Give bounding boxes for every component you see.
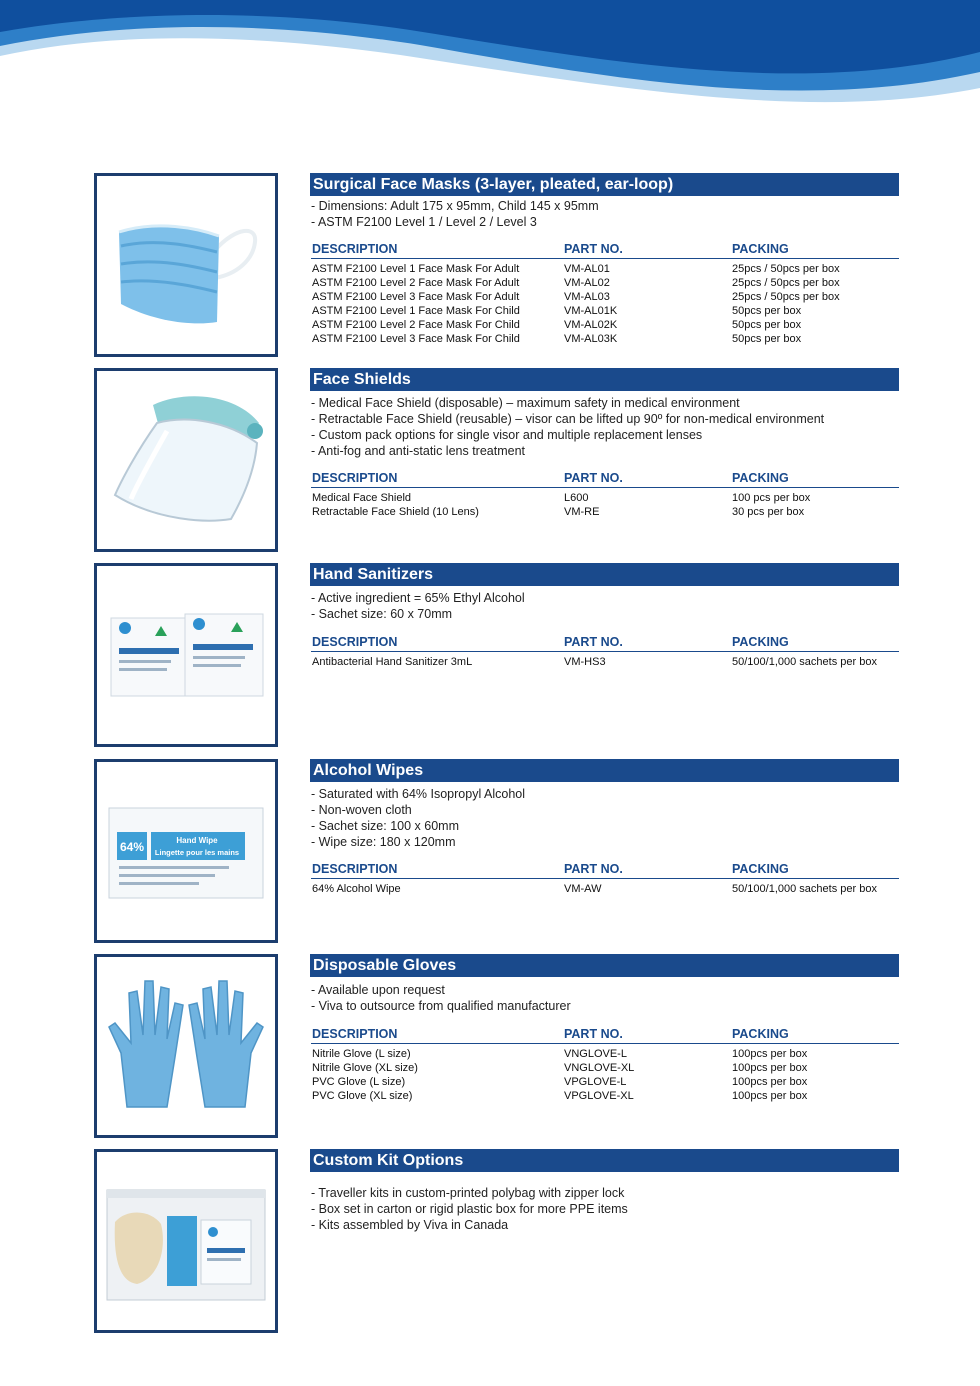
table-row — [311, 304, 899, 318]
header-part-no: PART NO. — [564, 635, 623, 649]
bullet-item: - Anti-fog and anti-static lens treatment — [311, 444, 525, 458]
cell-packing: 50/100/1,000 sachets per box — [732, 883, 877, 895]
bullet-item: - Custom pack options for single visor and multiple replacement lenses — [311, 428, 703, 442]
header-packing: PACKING — [732, 1027, 789, 1041]
table-row — [311, 332, 899, 346]
cell-description: Antibacterial Hand Sanitizer 3mL — [312, 656, 473, 668]
bullet-item: - Sachet size: 100 x 60mm — [311, 819, 459, 833]
product-table — [311, 1027, 899, 1103]
table-row — [311, 262, 899, 276]
table-row — [311, 318, 899, 332]
bullet-list — [311, 395, 891, 459]
section-face-shields — [0, 368, 980, 554]
bullet-list — [311, 198, 891, 230]
section-hand-sanitizers — [0, 563, 980, 749]
bullet-item: - Available upon request — [311, 983, 445, 997]
cell-description: ASTM F2100 Level 2 Face Mask For Child — [312, 319, 520, 331]
cell-packing: 25pcs / 50pcs per box — [732, 291, 840, 303]
header-wave — [0, 0, 980, 140]
wipe-label-2: Lingette pour les mains — [154, 848, 240, 857]
table-header — [311, 1027, 899, 1044]
cell-part-no: L600 — [564, 492, 589, 504]
cell-packing: 50/100/1,000 sachets per box — [732, 656, 877, 668]
cell-part-no: VNGLOVE-XL — [564, 1062, 635, 1074]
kit-polybag-image — [94, 1149, 278, 1333]
bullet-item: - Sachet size: 60 x 70mm — [311, 607, 453, 621]
cell-part-no: VM-AL02 — [564, 277, 610, 289]
section-disposable-gloves — [0, 954, 980, 1140]
bullet-item: - Dimensions: Adult 175 x 95mm, Child 145 x 95mm — [311, 199, 599, 213]
table-row — [311, 1047, 899, 1061]
bullet-list — [311, 786, 891, 850]
bullet-item: - Viva to outsource from qualified manufacturer — [311, 999, 571, 1013]
cell-description: Nitrile Glove (XL size) — [312, 1062, 418, 1074]
cell-packing: 25pcs / 50pcs per box — [732, 277, 840, 289]
table-row — [311, 655, 899, 669]
table-header — [311, 471, 899, 488]
header-part-no: PART NO. — [564, 471, 623, 485]
cell-part-no: VM-AL02K — [564, 319, 618, 331]
section-alcohol-wipes — [0, 759, 980, 945]
header-description: DESCRIPTION — [312, 1027, 398, 1041]
section-surgical-masks — [0, 173, 980, 359]
cell-part-no: VM-AL01 — [564, 263, 610, 275]
product-table — [311, 242, 899, 346]
cell-description: Medical Face Shield — [312, 492, 412, 504]
alcohol-wipe-image — [94, 759, 278, 943]
wipe-percent-text: 64% — [119, 840, 145, 854]
cell-part-no: VM-AW — [564, 883, 602, 895]
header-description: DESCRIPTION — [312, 862, 398, 876]
cell-packing: 100pcs per box — [732, 1048, 808, 1060]
cell-packing: 50pcs per box — [732, 333, 802, 345]
header-packing: PACKING — [732, 242, 789, 256]
bullet-item: - ASTM F2100 Level 1 / Level 2 / Level 3 — [311, 215, 537, 229]
cell-description: Nitrile Glove (L size) — [312, 1048, 411, 1060]
table-row — [311, 1075, 899, 1089]
header-part-no: PART NO. — [564, 862, 623, 876]
bullet-item: - Retractable Face Shield (reusable) – visor can be lifted up 90º for non-medical environment — [311, 412, 825, 426]
section-custom-kits — [0, 1149, 980, 1335]
cell-part-no: VNGLOVE-L — [564, 1048, 627, 1060]
cell-part-no: VPGLOVE-L — [564, 1076, 627, 1088]
table-header — [311, 242, 899, 259]
table-row — [311, 882, 899, 896]
bullet-item: - Traveller kits in custom-printed polybag with zipper lock — [311, 1186, 625, 1200]
bullet-item: - Medical Face Shield (disposable) – maximum safety in medical environment — [311, 396, 740, 410]
cell-part-no: VM-AL01K — [564, 305, 618, 317]
wipe-label-1: Hand Wipe — [176, 836, 218, 845]
bullet-item: - Saturated with 64% Isopropyl Alcohol — [311, 787, 526, 801]
bullet-item: - Active ingredient = 65% Ethyl Alcohol — [311, 591, 525, 605]
table-row — [311, 1061, 899, 1075]
header-packing: PACKING — [732, 862, 789, 876]
cell-description: Retractable Face Shield (10 Lens) — [312, 506, 479, 518]
bullet-list — [311, 1185, 891, 1233]
table-row — [311, 491, 899, 505]
cell-description: ASTM F2100 Level 1 Face Mask For Child — [312, 305, 520, 317]
table-header — [311, 635, 899, 652]
hand-sanitizer-image — [94, 563, 278, 747]
gloves-image — [94, 954, 278, 1138]
bullet-item: - Non-woven cloth — [311, 803, 412, 817]
cell-packing: 25pcs / 50pcs per box — [732, 263, 840, 275]
table-row — [311, 505, 899, 519]
cell-description: ASTM F2100 Level 3 Face Mask For Adult — [312, 291, 520, 303]
header-part-no: PART NO. — [564, 1027, 623, 1041]
section-title: Custom Kit Options — [310, 1149, 899, 1172]
bullet-item: - Wipe size: 180 x 120mm — [311, 835, 456, 849]
cell-part-no: VM-AL03 — [564, 291, 610, 303]
cell-description: ASTM F2100 Level 3 Face Mask For Child — [312, 333, 520, 345]
table-row — [311, 290, 899, 304]
product-table — [311, 635, 899, 669]
bullet-item: - Kits assembled by Viva in Canada — [311, 1218, 509, 1232]
cell-packing: 100pcs per box — [732, 1076, 808, 1088]
surgical-mask-image — [94, 173, 278, 357]
section-title: Surgical Face Masks (3-layer, pleated, ear-loop) — [310, 173, 899, 196]
table-header — [311, 862, 899, 879]
cell-packing: 50pcs per box — [732, 319, 802, 331]
cell-packing: 100pcs per box — [732, 1062, 808, 1074]
cell-packing: 50pcs per box — [732, 305, 802, 317]
cell-description: 64% Alcohol Wipe — [312, 883, 401, 895]
face-shield-image — [94, 368, 278, 552]
product-table — [311, 862, 899, 896]
section-title: Face Shields — [310, 368, 899, 391]
cell-part-no: VM-AL03K — [564, 333, 618, 345]
cell-packing: 30 pcs per box — [732, 506, 805, 518]
cell-part-no: VPGLOVE-XL — [564, 1090, 634, 1102]
cell-packing: 100pcs per box — [732, 1090, 808, 1102]
section-title: Disposable Gloves — [310, 954, 899, 977]
cell-packing: 100 pcs per box — [732, 492, 811, 504]
header-description: DESCRIPTION — [312, 471, 398, 485]
table-row — [311, 276, 899, 290]
cell-description: ASTM F2100 Level 2 Face Mask For Adult — [312, 277, 520, 289]
header-part-no: PART NO. — [564, 242, 623, 256]
header-description: DESCRIPTION — [312, 635, 398, 649]
section-title: Alcohol Wipes — [310, 759, 899, 782]
cell-part-no: VM-RE — [564, 506, 600, 518]
header-packing: PACKING — [732, 635, 789, 649]
header-packing: PACKING — [732, 471, 789, 485]
header-description: DESCRIPTION — [312, 242, 398, 256]
cell-description: PVC Glove (XL size) — [312, 1090, 413, 1102]
cell-part-no: VM-HS3 — [564, 656, 606, 668]
product-table — [311, 471, 899, 519]
bullet-item: - Box set in carton or rigid plastic box for more PPE items — [311, 1202, 628, 1216]
cell-description: PVC Glove (L size) — [312, 1076, 406, 1088]
table-row — [311, 1089, 899, 1103]
cell-description: ASTM F2100 Level 1 Face Mask For Adult — [312, 263, 520, 275]
section-title: Hand Sanitizers — [310, 563, 899, 586]
bullet-list — [311, 590, 891, 622]
bullet-list — [311, 982, 891, 1014]
